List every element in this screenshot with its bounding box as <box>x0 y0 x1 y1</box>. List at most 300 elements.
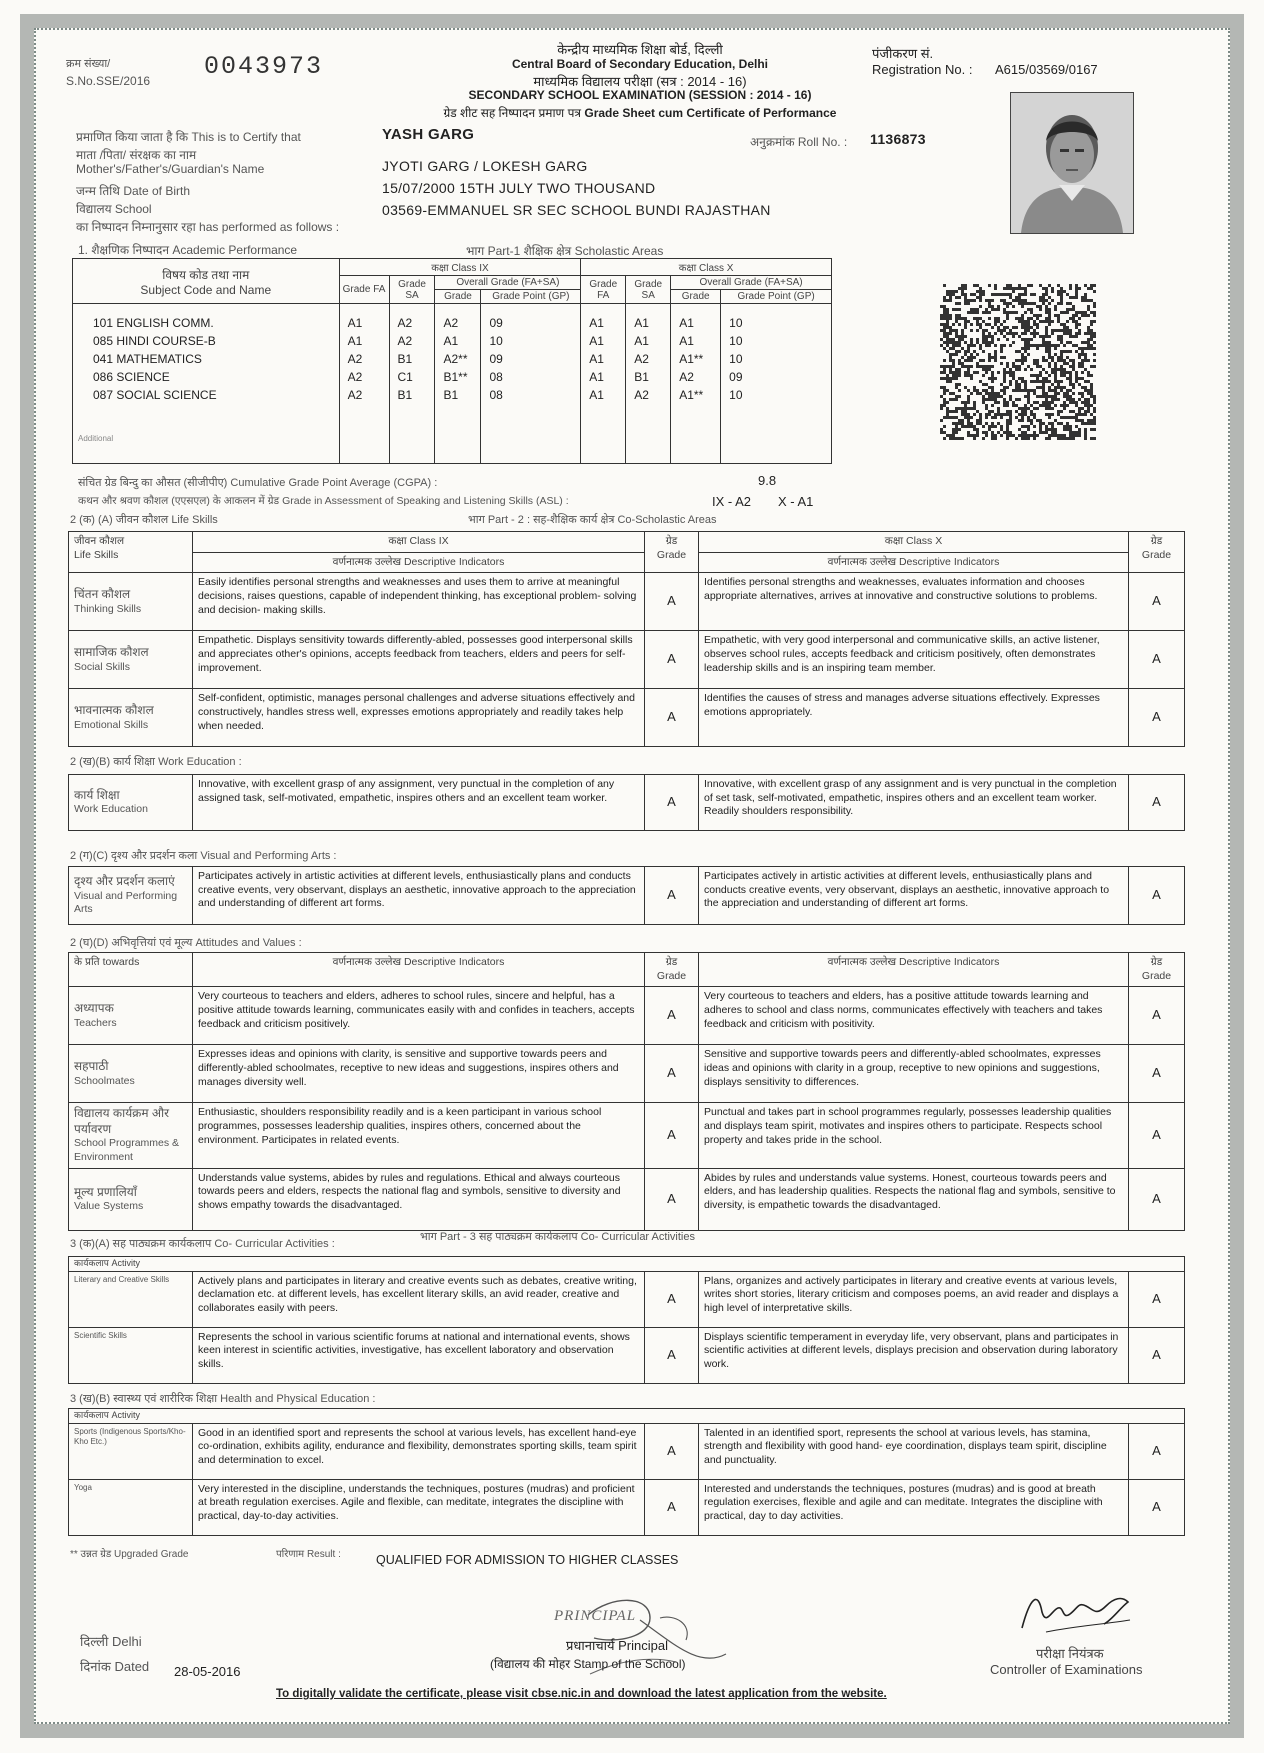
certify-label-hi: प्रमाणित किया जाता है कि <box>76 130 189 144</box>
hpe-activity-header-en: Activity <box>111 1410 140 1420</box>
class-x-indicator: Identifies personal strengths and weaknesses, evaluates information and chooses appropriate alternatives, arrives at innovative and constructive solutions to problems. <box>699 573 1129 631</box>
cca-activity-header-en: Activity <box>111 1258 140 1268</box>
life-x-grade-header-en: Grade <box>1141 548 1172 561</box>
indicator-row <box>69 1168 1185 1230</box>
attitudes-column-header <box>69 953 193 987</box>
row-subject-en: Work Education <box>74 803 148 816</box>
att-x-desc-header-hi: वर्णनात्मक उल्लेख <box>827 956 897 968</box>
class-x-grade: A <box>1129 775 1185 831</box>
row-subject <box>69 689 193 747</box>
att-x-desc-header <box>699 953 1129 987</box>
blank-cell <box>721 403 832 464</box>
class-x-indicator: Punctual and takes part in school programmes regularly, possesses leadership qualities and displays team spirit, motivates and inspires others to participate. Respects school property and takes pride in the school. <box>699 1103 1129 1168</box>
upgraded-grade-note-hi: ** उन्नत ग्रेड <box>70 1549 112 1560</box>
att-x-grade-header <box>1129 953 1185 987</box>
row-subject <box>69 573 193 631</box>
controller-label-hi: परीक्षा नियंत्रक <box>1036 1646 1104 1661</box>
subject-cell-ix-fa: A1 <box>339 304 389 332</box>
cca-activity-header-hi: कार्यकलाप <box>74 1258 109 1268</box>
class-ix-indicator: Expresses ideas and opinions with clarity, is sensitive and supportive towards peers and differently-abled schoolmates, receptive to new ideas and suggestions, inspires others and manages diversity well. <box>193 1045 645 1103</box>
class-ix-grade: A <box>645 631 699 689</box>
life-skills-column-header-hi: जीवन कौशल <box>74 535 125 547</box>
subject-cell-x-gp: 09 <box>721 367 832 385</box>
blank-cell <box>481 403 581 464</box>
cca-table <box>68 1256 1185 1384</box>
subject-cell-x-fa: A1 <box>581 349 626 367</box>
subject-cell-name: 087 SOCIAL SCIENCE <box>73 385 340 403</box>
blank-cell <box>339 403 389 464</box>
class-ix-header: कक्षा Class IX <box>339 259 581 276</box>
subject-cell-x-gr: A2 <box>671 367 721 385</box>
row-subject <box>69 1103 193 1168</box>
visual-arts-title-en: Visual and Performing Arts : <box>200 850 337 862</box>
result-value: QUALIFIED FOR ADMISSION TO HIGHER CLASSES <box>376 1553 679 1567</box>
roll-label <box>750 133 847 150</box>
attitudes-column-header-en: towards <box>102 956 140 968</box>
life-skills-title <box>70 512 218 527</box>
work-education-rows <box>69 775 1185 831</box>
dob-label <box>76 182 190 199</box>
class-ix-grade: A <box>645 1423 699 1479</box>
class-x-indicator: Interested and understands the techniques, postures (mudras) and is good at breath regulation exercises, flexible and agile and can meditate. Integrates the discipline with practical, day to day activities. <box>699 1479 1129 1535</box>
controller-label: Controller of Examinations <box>990 1662 1143 1677</box>
subject-cell-x-sa: A1 <box>626 304 671 332</box>
row-subject-hi: चिंतन कौशल <box>74 587 131 602</box>
row-subject-hi: अध्यापक <box>74 1001 114 1016</box>
serial-label: S.No.SSE/2016 <box>66 74 151 88</box>
class-x-indicator: Identifies the causes of stress and manages adverse situations effectively. Expresses emotions appropriately. <box>699 689 1129 747</box>
subject-cell-ix-gr: B1 <box>435 385 481 403</box>
life-skills-rows <box>69 573 1185 747</box>
blank-cell <box>435 403 481 464</box>
row-subject <box>69 1327 193 1383</box>
row-subject-hi: सामाजिक कौशल <box>74 645 149 660</box>
scholastic-part-label <box>466 242 663 259</box>
row-subject-en: Value Systems <box>74 1200 144 1213</box>
dob-label-hi: जन्म तिथि <box>76 184 120 198</box>
serial-number: 0043973 <box>204 52 324 81</box>
indicator-row <box>69 1045 1185 1103</box>
place-label-en: Delhi <box>111 1634 142 1649</box>
subject-cell-x-fa: A1 <box>581 304 626 332</box>
serial-label-hi: क्रम संख्या/ <box>66 58 111 70</box>
row-subject-hi: दृश्य और प्रदर्शन कलाएं <box>74 874 175 889</box>
school-label-hi: विद्यालय <box>76 202 112 216</box>
subject-column-header-hi: विषय कोड तथा नाम <box>162 267 250 282</box>
school-name: 03569-EMMANUEL SR SEC SCHOOL BUNDI RAJASTHAN <box>382 202 771 218</box>
subject-cell-ix-sa: B1 <box>389 349 435 367</box>
additional-label: Additional <box>78 434 114 443</box>
blank-cell <box>626 403 671 464</box>
dated-label-en: Dated <box>114 1659 150 1674</box>
subject-column-header-en: Subject Code and Name <box>140 282 272 297</box>
subject-cell-x-gp: 10 <box>721 349 832 367</box>
academic-table <box>72 258 832 464</box>
academic-section-label <box>78 241 297 258</box>
document-title <box>340 104 940 121</box>
row-subject-en: School Programmes & Environment <box>74 1137 180 1164</box>
indicator-row <box>69 1103 1185 1168</box>
validation-note: To digitally validate the certificate, please visit cbse.nic.in and download the latest application from the website. <box>276 1688 887 1700</box>
visual-arts-table <box>68 866 1185 925</box>
stamp-label <box>490 1655 686 1672</box>
cgpa-value: 9.8 <box>758 473 777 488</box>
att-ix-grade-header <box>645 953 699 987</box>
row-subject <box>69 775 193 831</box>
roll-label-hi: अनुक्रमांक <box>750 135 795 149</box>
row-subject-en: Visual and Performing Arts <box>74 889 178 916</box>
cca-title <box>70 1236 335 1251</box>
subject-cell-ix-gr: A2** <box>435 349 481 367</box>
row-subject-en: Emotional Skills <box>74 718 149 731</box>
row-subject-hi: मूल्य प्रणालियाँ <box>74 1184 137 1199</box>
performed-label-en: has performed as follows : <box>199 220 340 234</box>
school-label-en: School <box>114 202 152 216</box>
class-ix-indicator: Actively plans and participates in literary and creative events such as debates, creative writing, declamation etc. at different levels, has excellent literary skills, an avid reader, creative and collaborates easily with peers. <box>193 1271 645 1327</box>
subject-cell-ix-gr: A1 <box>435 331 481 349</box>
subject-cell-x-gr: A1 <box>671 331 721 349</box>
class-ix-indicator: Easily identifies personal strengths and weaknesses and uses them to arrive at meaningful decisions, raises questions, capable of independent thinking, has exceptional problem- solving and decision- making skills. <box>193 573 645 631</box>
hpe-activity-header-hi: कार्यकलाप <box>74 1410 109 1420</box>
performed-label-hi: का निष्पादन निम्नानुसार रहा <box>76 220 196 234</box>
registration-label: Registration No. : <box>872 62 973 77</box>
student-name: YASH GARG <box>382 126 475 143</box>
certify-label-en: This is to Certify that <box>191 130 301 144</box>
class-ix-indicator: Good in an identified sport and represents the school at various levels, has excellent hand-eye co-ordination, exhibits agility, endurance and flexibility, demonstrates sporting skills, team spirit and determination to excel. <box>193 1423 645 1479</box>
board-name-hi: केन्द्रीय माध्यमिक शिक्षा बोर्ड, दिल्ली <box>557 42 723 57</box>
cgpa-label-en: Cumulative Grade Point Average (CGPA) : <box>230 477 438 489</box>
x-grade-header: Grade <box>671 290 721 304</box>
x-overall-header: Overall Grade (FA+SA) <box>671 276 832 290</box>
class-ix-indicator: Enthusiastic, shoulders responsibility readily and is a keen participant in various school programmes, possesses leadership qualities, inspires others, concerned about the environment. Participates in related events. <box>193 1103 645 1168</box>
class-x-grade: A <box>1129 1327 1185 1383</box>
subject-row <box>73 304 832 332</box>
cca-title-hi: 3 (क)(A) सह पाठ्यक्रम कार्यकलाप <box>70 1238 212 1250</box>
row-subject <box>69 631 193 689</box>
row-subject-en: Schoolmates <box>74 1074 135 1087</box>
class-ix-grade: A <box>645 573 699 631</box>
certify-label <box>76 128 301 145</box>
att-ix-desc-header <box>193 953 645 987</box>
part3-label-en: Co- Curricular Activities <box>580 1231 695 1243</box>
class-x-indicator: Abides by rules and understands value systems. Honest, courteous towards peers and elders, and has leadership qualities. Respects the national flag and symbols, sensitive to diversity, is empathetic towards the disadvantaged. <box>699 1168 1129 1230</box>
life-skills-column-header <box>69 532 193 573</box>
blank-cell <box>581 403 626 464</box>
subject-cell-x-sa: A1 <box>626 331 671 349</box>
class-x-indicator: Very courteous to teachers and elders, has a positive attitude towards learning and adheres to school and class norms, communicates effectively with teachers and takes feedback and criticism with positivity. <box>699 987 1129 1045</box>
result-label-en: Result : <box>306 1549 341 1560</box>
class-ix-indicator: Very courteous to teachers and elders, adheres to school rules, sincere and helpful, has a positive attitude towards learning, communicates easily with and confides in teachers, accepts feedback and criticism positively. <box>193 987 645 1045</box>
subject-cell-ix-gp: 09 <box>481 349 581 367</box>
work-education-title <box>70 754 242 769</box>
row-subject <box>69 1168 193 1230</box>
class-ix-grade: A <box>645 1479 699 1535</box>
x-sa-header: Grade SA <box>626 276 671 304</box>
attitudes-title-en: Attitudes and Values : <box>195 937 302 949</box>
class-x-indicator: Empathetic, with very good interpersonal and communicative skills, an active listener, observes school rules, accepts feedback and criticism positively, often demonstrates leadership skills and is an inspiring team member. <box>699 631 1129 689</box>
document-title-hi: ग्रेड शीट सह निष्पादन प्रमाण पत्र <box>443 106 582 120</box>
row-subject <box>69 1423 193 1479</box>
subject-column-header <box>73 259 340 304</box>
att-x-desc-header-en: Descriptive Indicators <box>898 956 1000 968</box>
indicator-row <box>69 689 1185 747</box>
signature-mark <box>1016 1580 1136 1640</box>
subject-cell-name: 085 HINDI COURSE-B <box>73 331 340 349</box>
class-x-indicator: Displays scientific temperament in everyday life, very observant, plans and participates in scientific activities at different levels, displays precision and observation during laboratory work. <box>699 1327 1129 1383</box>
life-x-grade-header <box>1129 532 1185 573</box>
row-subject-en: Social Skills <box>74 660 131 673</box>
subject-cell-name: 101 ENGLISH COMM. <box>73 304 340 332</box>
life-x-desc-header-hi: वर्णनात्मक उल्लेख <box>827 555 897 568</box>
subject-cell-x-sa: A2 <box>626 349 671 367</box>
ix-overall-header: Overall Grade (FA+SA) <box>435 276 581 290</box>
att-ix-grade-header-en: Grade <box>656 969 687 982</box>
academic-section-label-en: Academic Performance <box>172 243 298 257</box>
subject-row <box>73 385 832 403</box>
class-x-grade: A <box>1129 987 1185 1045</box>
cca-title-en: Co- Curricular Activities : <box>214 1238 335 1250</box>
subject-row <box>73 349 832 367</box>
academic-section-label-hi: 1. शैक्षणिक निष्पादन <box>78 243 170 257</box>
date-of-birth: 15/07/2000 15TH JULY TWO THOUSAND <box>382 180 656 196</box>
class-ix-grade: A <box>645 1168 699 1230</box>
class-x-indicator: Talented in an identified sport, represents the school at various levels, has stamina, strength and flexibility with good hand- eye coordination, displays team spirit, discipline and punctuality. <box>699 1423 1129 1479</box>
row-subject <box>69 1479 193 1535</box>
coscholastic-part-label <box>468 512 717 527</box>
life-x-desc-header <box>699 552 1129 573</box>
row-subject-en: Literary and Creative Skills <box>74 1274 170 1284</box>
asl-class-x: X - A1 <box>778 494 814 509</box>
hpe-activity-header <box>69 1409 1185 1424</box>
parents-name: JYOTI GARG / LOKESH GARG <box>382 158 588 174</box>
subject-row <box>73 367 832 385</box>
class-ix-grade: A <box>645 1327 699 1383</box>
blank-cell <box>671 403 721 464</box>
subject-cell-ix-gp: 10 <box>481 331 581 349</box>
school-label <box>76 200 152 217</box>
hpe-title <box>70 1391 375 1406</box>
stamp-text: PRINCIPAL <box>554 1608 637 1624</box>
coscholastic-part-label-en: Co-Scholastic Areas <box>617 514 717 526</box>
subject-cell-ix-gr: B1** <box>435 367 481 385</box>
class-x-indicator: Participates actively in artistic activities at different levels, enthusiastically plans and conducts creative events, very observant, displays an aesthetic, innovative approach to the appreciation and understanding of different art forms. <box>699 867 1129 925</box>
ix-grade-header: Grade <box>435 290 481 304</box>
row-subject-hi: भावनात्मक कौशल <box>74 703 154 718</box>
class-ix-indicator: Innovative, with excellent grasp of any assignment, very punctual in the completion of any assigned task, self-motivated, empathetic, inspires others and an excellent team worker. <box>193 775 645 831</box>
roll-label-en: Roll No. : <box>797 135 848 149</box>
academic-rows <box>73 304 832 464</box>
indicator-row <box>69 631 1185 689</box>
row-subject-en: Teachers <box>74 1016 117 1029</box>
subject-cell-x-fa: A1 <box>581 367 626 385</box>
class-ix-indicator: Participates actively in artistic activities at different levels, enthusiastically plans and conducts creative events, very observant, displays an aesthetic, innovative approach to the appreciation and understanding of different art forms. <box>193 867 645 925</box>
issue-date: 28-05-2016 <box>174 1664 241 1679</box>
subject-cell-ix-sa: A2 <box>389 331 435 349</box>
subject-cell-x-gp: 10 <box>721 385 832 403</box>
class-x-grade: A <box>1129 689 1185 747</box>
life-x-grade-header-hi: ग्रेड <box>1150 535 1163 547</box>
scholastic-part-label-hi: भाग Part-1 शैक्षिक क्षेत्र <box>466 244 572 258</box>
stamp-label-en: Stamp of the School) <box>573 1657 686 1671</box>
asl-label-en: Grade in Assessment of Speaking and Listening Skills (ASL) : <box>282 495 569 507</box>
dob-label-en: Date of Birth <box>123 184 191 198</box>
subject-cell-ix-fa: A2 <box>339 385 389 403</box>
life-class-x-header: कक्षा Class X <box>699 532 1129 553</box>
stamp-label-hi: (विद्यालय की मोहर <box>490 1657 571 1671</box>
class-x-indicator: Plans, organizes and actively participates in literary and creative events at various levels, writes short stories, literary criticism and composes poems, an avid reader and displays a high level of interpretative skills. <box>699 1271 1129 1327</box>
class-x-grade: A <box>1129 631 1185 689</box>
class-ix-indicator: Represents the school in various scientific forums at national and international events, shows keen interest in scientific activities, investigative, has excellent laboratory and observation skills. <box>193 1327 645 1383</box>
att-x-grade-header-en: Grade <box>1141 969 1172 982</box>
subject-cell-x-gr: A1** <box>671 349 721 367</box>
visual-arts-title <box>70 848 337 863</box>
row-subject-hi: विद्यालय कार्यक्रम और पर्यावरण <box>74 1106 170 1136</box>
visual-arts-rows <box>69 867 1185 925</box>
blank-cell <box>389 403 435 464</box>
asl-label <box>78 494 569 508</box>
result-label <box>276 1546 341 1560</box>
x-fa-header: Grade FA <box>581 276 626 304</box>
life-skills-table <box>68 531 1185 747</box>
exam-title-hi: माध्यमिक विद्यालय परीक्षा (सत्र : 2014 - 16) <box>533 74 747 89</box>
life-ix-desc-header <box>193 552 645 573</box>
part3-label <box>420 1229 695 1244</box>
row-subject <box>69 1271 193 1327</box>
subject-cell-ix-gr: A2 <box>435 304 481 332</box>
class-x-grade: A <box>1129 1479 1185 1535</box>
class-ix-indicator: Self-confident, optimistic, manages personal challenges and adverse situations effectively and constructively, handles stress well, expresses emotions appropriately and readily takes help when needed. <box>193 689 645 747</box>
class-x-grade: A <box>1129 1168 1185 1230</box>
indicator-row <box>69 1423 1185 1479</box>
subject-cell-x-fa: A1 <box>581 331 626 349</box>
indicator-row <box>69 1271 1185 1327</box>
subject-cell-x-fa: A1 <box>581 385 626 403</box>
dated-label-hi: दिनांक <box>80 1659 111 1674</box>
row-subject-en: Sports (Indigenous Sports/Kho-Kho Etc.) <box>74 1426 186 1447</box>
principal-label-en: Principal <box>618 1638 668 1653</box>
subject-cell-ix-sa: A2 <box>389 304 435 332</box>
row-subject-en: Yoga <box>74 1482 92 1492</box>
visual-arts-title-hi: 2 (ग)(C) दृश्य और प्रदर्शन कला <box>70 850 198 862</box>
att-x-grade-header-hi: ग्रेड <box>1150 956 1163 968</box>
exam-title: SECONDARY SCHOOL EXAMINATION (SESSION : 2014 - 16) <box>468 88 812 102</box>
life-skills-column-header-en: Life Skills <box>74 548 119 561</box>
row-subject <box>69 987 193 1045</box>
part3-label-hi: भाग Part - 3 सह पाठ्यक्रम कार्यकलाप <box>420 1231 578 1243</box>
upgraded-grade-note-en: Upgraded Grade <box>114 1549 189 1560</box>
class-x-grade: A <box>1129 1423 1185 1479</box>
indicator-row <box>69 1479 1185 1535</box>
attitudes-table <box>68 952 1185 1231</box>
att-ix-desc-header-en: Descriptive Indicators <box>403 956 505 968</box>
subject-cell-ix-gp: 09 <box>481 304 581 332</box>
class-x-grade: A <box>1129 867 1185 925</box>
class-ix-grade: A <box>645 867 699 925</box>
class-x-grade: A <box>1129 573 1185 631</box>
class-x-grade: A <box>1129 1271 1185 1327</box>
board-name: Central Board of Secondary Education, Delhi <box>511 57 769 71</box>
ix-fa-header: Grade FA <box>339 276 389 304</box>
row-subject-en: Scientific Skills <box>74 1330 127 1340</box>
hpe-title-hi: 3 (ख)(B) स्वास्थ्य एवं शारीरिक शिक्षा <box>70 1393 218 1405</box>
result-label-hi: परिणाम <box>276 1549 305 1560</box>
roll-number: 1136873 <box>870 131 926 147</box>
row-subject-hi: कार्य शिक्षा <box>74 787 120 802</box>
hpe-title-en: Health and Physical Education : <box>220 1393 376 1405</box>
principal-label <box>566 1636 668 1654</box>
hpe-table <box>68 1408 1185 1536</box>
subject-row-blank <box>73 403 832 464</box>
subject-cell-ix-sa: B1 <box>389 385 435 403</box>
attitudes-title <box>70 935 302 950</box>
coscholastic-part-label-hi: भाग Part - 2 : सह-शैक्षिक कार्य क्षेत्र <box>468 514 615 526</box>
scholastic-part-label-en: Scholastic Areas <box>574 244 664 258</box>
cca-activity-header <box>69 1257 1185 1272</box>
life-ix-desc-header-en: Descriptive Indicators <box>403 555 505 568</box>
subject-cell-ix-sa: C1 <box>389 367 435 385</box>
class-x-indicator: Sensitive and supportive towards peers and differently-abled schoolmates, expresses ideas and opinions with clarity in a group, receptive to new opinions and suggestions, displays sensitivity to differences. <box>699 1045 1129 1103</box>
subject-cell-ix-gp: 08 <box>481 385 581 403</box>
class-ix-grade: A <box>645 1045 699 1103</box>
life-ix-grade-header-hi: ग्रेड <box>665 535 678 547</box>
class-x-indicator: Innovative, with excellent grasp of any assignment and is very punctual in the completion of set task, self-motivated, empathetic, inspires others and an excellent team worker. Readily shoulders responsibility. <box>699 775 1129 831</box>
x-gp-header: Grade Point (GP) <box>721 290 832 304</box>
subject-cell-name: 041 MATHEMATICS <box>73 349 340 367</box>
life-ix-grade-header <box>645 532 699 573</box>
life-class-ix-header: कक्षा Class IX <box>193 532 645 553</box>
indicator-row <box>69 987 1185 1045</box>
indicator-row <box>69 573 1185 631</box>
attitudes-title-hi: 2 (घ)(D) अभिवृत्तियां एवं मूल्य <box>70 937 193 949</box>
parents-label: Mother's/Father's/Guardian's Name <box>76 162 265 176</box>
registration-label-hi: पंजीकरण सं. <box>872 46 934 61</box>
class-ix-indicator: Empathetic. Displays sensitivity towards differently-abled, possesses good interpersonal skills and appreciates other's opinions, accepts feedback from teachers, elders and peers for self-improvement. <box>193 631 645 689</box>
class-ix-grade: A <box>645 775 699 831</box>
att-ix-desc-header-hi: वर्णनात्मक उल्लेख <box>332 956 402 968</box>
subject-cell-x-gp: 10 <box>721 304 832 332</box>
subject-cell-ix-fa: A1 <box>339 331 389 349</box>
attitudes-rows <box>69 987 1185 1230</box>
class-x-header: कक्षा Class X <box>581 259 832 276</box>
ix-gp-header: Grade Point (GP) <box>481 290 581 304</box>
row-subject <box>69 1045 193 1103</box>
class-ix-grade: A <box>645 689 699 747</box>
cgpa-label-hi: संचित ग्रेड बिन्दु का औसत (सीजीपीए) <box>78 477 228 489</box>
subject-cell-ix-gp: 08 <box>481 367 581 385</box>
asl-label-hi: कथन और श्रवण कौशल (एएसएल) के आकलन में ग्रेड <box>78 495 280 507</box>
parents-label-hi: माता /पिता/ संरक्षक का नाम <box>76 148 197 162</box>
class-ix-indicator: Understands value systems, abides by rules and regulations. Ethical and always courteous towards peers and elders, respects the national flag and symbols, sensitive to diversity and shows empathy towards the disadvantaged. <box>193 1168 645 1230</box>
cgpa-label <box>78 475 437 490</box>
subject-cell-x-gr: A1 <box>671 304 721 332</box>
subject-cell-x-sa: A2 <box>626 385 671 403</box>
indicator-row <box>69 1327 1185 1383</box>
class-ix-indicator: Very interested in the discipline, understands the techniques, postures (mudras) and proficient at breath regulation exercises. Agile and flexible, can meditate, integrates the discipline with practical, day-to-day activities. <box>193 1479 645 1535</box>
class-x-grade: A <box>1129 1103 1185 1168</box>
performed-label <box>76 218 339 235</box>
upgraded-grade-note <box>70 1546 189 1560</box>
subject-row <box>73 331 832 349</box>
work-education-title-hi: 2 (ख)(B) कार्य शिक्षा <box>70 756 156 768</box>
work-education-table <box>68 774 1185 831</box>
place-label-hi: दिल्ली <box>80 1634 109 1649</box>
principal-label-hi: प्रधानाचार्य <box>566 1638 615 1653</box>
dated-label <box>80 1657 149 1675</box>
subject-cell-x-sa: B1 <box>626 367 671 385</box>
class-x-grade: A <box>1129 1045 1185 1103</box>
row-subject-hi: सहपाठी <box>74 1059 109 1074</box>
attitudes-column-header-hi: के प्रति <box>74 956 100 968</box>
